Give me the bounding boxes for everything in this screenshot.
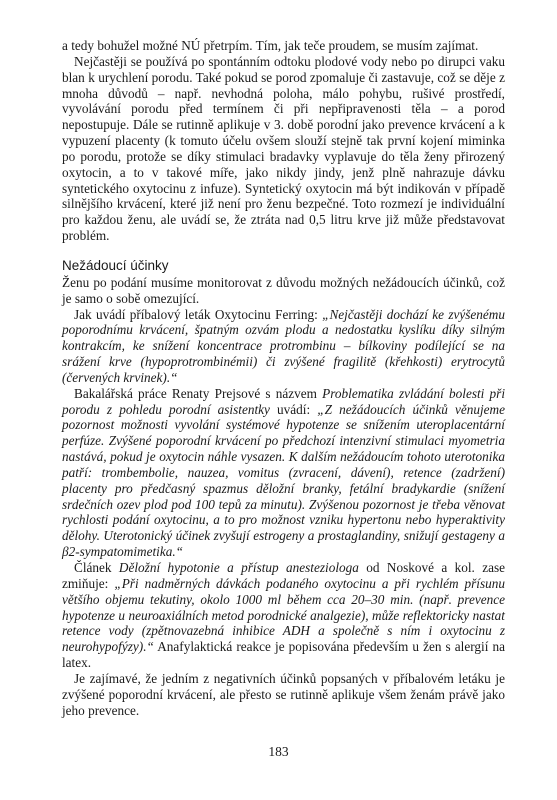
paragraph (62, 54, 505, 244)
text-run: Článek (74, 560, 119, 575)
paragraph (62, 38, 505, 54)
italic-text: „Nejčastěji dochází ke zvýšenému poporodnímu krvácení, špatným ozvám plodu a nedostatku kyslíku díky silným kontrakcím, ke snížení koncentrace protrombinu – bílkoviny podílející se na srážení krve (hypoprotrombinémii) či zvýšené fragilitě (křehkosti) erytrocytů (červených krvinek).“ (62, 306, 505, 385)
text-run: Je zajímavé, že jedním z negativních účinků popsaných v příbalovém letáku je zvýšené poporodní krvácení, ale přesto se rutinně aplikuje všem ženám právě jako jeho prevence. (62, 670, 505, 718)
text-run: Nejčastěji se používá po spontánním odtoku plodové vody nebo po dirupci vaku blan k urychlení porodu. Také pokud se porod zpomaluje či zastavuje, což se děje z mnoha důvodů – např. nevhodná poloha, málo pohybu, rušivé prostředí, vyvolávání porodu před termínem či při nepřipravenosti těla – a porod nepostupuje. Dále se rutinně aplikuje v 3. době porodní jako prevence krvácení a k vypuzení placenty (k tomuto účelu ovšem slouží stejně tak první kojení miminka po porodu, protože se díky stimulaci bradavky vyplavuje do těla ženy přirozený oxytocin, a to v takové míře, jako nikdy jindy, jenž plně nahrazuje dávku syntetického oxytocinu z infuze). Syntetický oxytocin má být indikován v případě silnějšího krvácení, které již není pro ženu bezpečné. Toto rozmezí je individuální pro každou ženu, ale uvádí se, že ztráta nad 0,5 litru krve již může představovat problém. (62, 53, 505, 244)
italic-text: „Z nežádoucích účinků věnujeme pozornost možnosti vyvolání systémové hypotenze se snížením uteroplacentární perfúze. Zvýšené poporodní krvácení po předchozí intenzivní stimulaci myometria nastává, pokud je oxytocin náhle vysazen. K dalším nežádoucím tohoto uterotonika patří: trombembolie, nauzea, vomitus (zvracení, dávení), retence (zadržení) placenty pro předčasný spazmus děložní branky, fetální bradykardie (snížení srdečních ozev plod pod 100 tepů za minutu). Zvýšenou pozornost je třeba věnovat rychlosti podání oxytocinu, a to pro možnost vzniku hypertonu nebo hyperaktivity dělohy. Uterotonický účinek zvyšují estrogeny a prostaglandiny, snižují gestageny a β2-sympatomimetika.“ (62, 401, 505, 560)
italic-text: Problematika zvládání bolesti při porodu z pohledu porodní asistentky (62, 385, 506, 417)
text-run: uvádí: (269, 401, 318, 417)
italic-text: Děložní hypotonie a přístup anesteziologa (118, 560, 359, 575)
paragraph (62, 671, 505, 719)
paragraph (62, 386, 505, 560)
paragraph (62, 307, 505, 386)
text-run: Anafylaktická reakce je popisována především u žen s alergií na latex. (62, 639, 505, 671)
text-run: Ženu po podání musíme monitorovat z důvodu možných nežádoucích účinků, což je samo o sobě omezující. (62, 274, 505, 306)
text-run: od Noskové a kol. zase zmiňuje: (62, 560, 506, 591)
section-heading (62, 258, 505, 274)
text-run: Bakalářská práce Renaty Prejsové s názvem (74, 385, 323, 401)
italic-text: „Při nadměrných dávkách podaného oxytocinu a při rychlém přísunu většího objemu tekutiny, okolo 1000 ml během cca 20–30 min. (např. prevence hypotenze u neuroaxiálních metod porodnické analgezie), může reflektoricky nastat retence vody (zpětnovazebná inhibice ADH a společně s ním i oxytocinu z neurohypofýzy).“ (62, 575, 505, 655)
paragraph (62, 560, 505, 671)
paragraph (62, 275, 505, 307)
text-run: a tedy bohužel možné NÚ přetrpím. Tím, jak teče proudem, se musím zajímat. (62, 38, 479, 53)
text-run: Jak uvádí příbalový leták Oxytocinu Ferring: (74, 306, 323, 322)
page-number: 183 (268, 744, 289, 759)
body-text (62, 38, 505, 718)
text-run: Nežádoucí účinky (62, 257, 169, 273)
